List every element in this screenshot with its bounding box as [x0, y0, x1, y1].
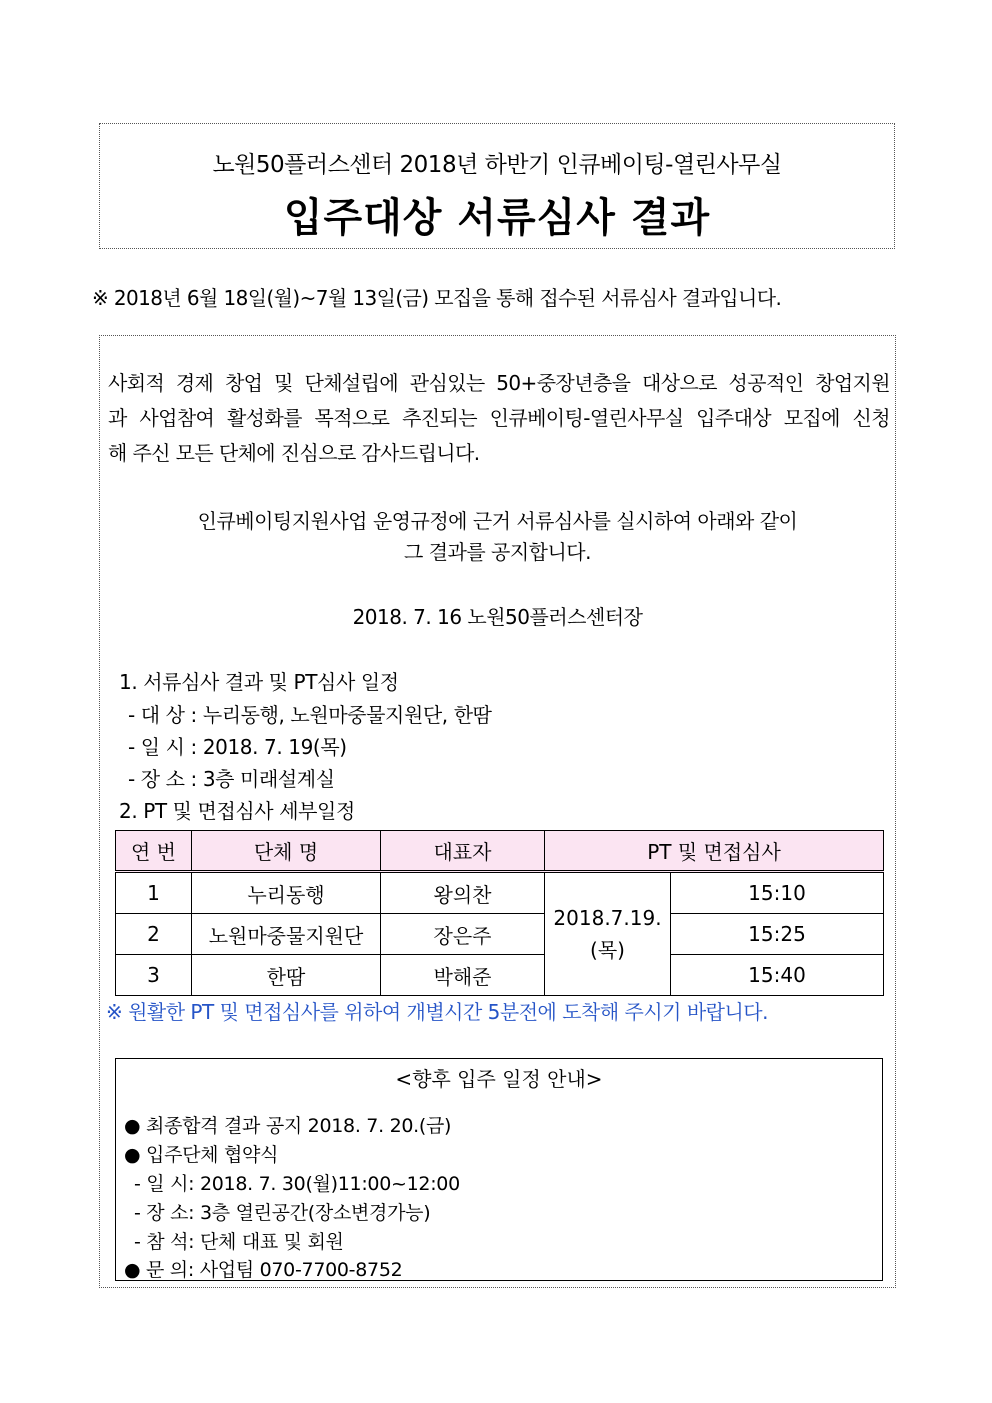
cell-rep: 박해준 [381, 955, 545, 996]
schedule-table [115, 830, 884, 996]
notice-blue: ※ 원활한 PT 및 면접심사를 위하여 개별시간 5분전에 도착해 주시기 바랍니다. [106, 1000, 768, 1024]
header-rep: 대표자 [381, 831, 545, 872]
intro-line-1: 사회적 경제 창업 및 단체설립에 관심있는 50+중장년층을 대상으로 성공적인 창업지원 [108, 371, 890, 395]
intro-line-2: 과 사업참여 활성화를 목적으로 추진되는 인큐베이팅-열린사무실 입주대상 모집에 신청 [108, 406, 890, 430]
section1-date: - 일 시 : 2018. 7. 19(목) [128, 735, 347, 759]
agreement-place-line: - 장 소: 3층 열린공간(장소변경가능) [134, 1202, 431, 1224]
future-schedule-box [115, 1058, 883, 1281]
final-result-line: ● 최종합격 결과 공지 2018. 7. 20.(금) [124, 1115, 452, 1137]
contact-line: ● 문 의: 사업팀 070-7700-8752 [124, 1259, 403, 1281]
cell-rep: 장은주 [381, 914, 545, 955]
cell-no: 3 [116, 955, 192, 996]
cell-time: 15:40 [671, 955, 884, 996]
cell-rep: 왕의찬 [381, 872, 545, 914]
shared-date-line1: 2018.7.19. [553, 906, 662, 930]
section1-target: - 대 상 : 누리동행, 노원마중물지원단, 한땀 [128, 703, 492, 727]
cell-time: 15:10 [671, 872, 884, 914]
signature-line: 2018. 7. 16 노원50플러스센터장 [352, 605, 643, 629]
cell-no: 2 [116, 914, 192, 955]
section2-heading: 2. PT 및 면접심사 세부일정 [119, 799, 355, 823]
table-row [116, 872, 884, 914]
intro-line-3: 해 주신 모든 단체에 진심으로 감사드립니다. [108, 441, 480, 465]
document-title: 입주대상 서류심사 결과 [283, 195, 711, 241]
intro-paragraph [108, 366, 890, 471]
agreement-line: ● 입주단체 협약식 [124, 1144, 279, 1166]
notice-top: ※ 2018년 6월 18일(월)~7월 13일(금) 모집을 통해 접수된 서류심사 결과입니다. [92, 286, 782, 310]
cell-time: 15:25 [671, 914, 884, 955]
section1-place: - 장 소 : 3층 미래설계실 [128, 767, 335, 791]
header-no: 연 번 [116, 831, 192, 872]
document-subtitle: 노원50플러스센터 2018년 하반기 인큐베이팅-열린사무실 [212, 152, 782, 178]
header-pt: PT 및 면접심사 [545, 831, 884, 872]
agreement-attend-line: - 참 석: 단체 대표 및 회원 [134, 1231, 344, 1253]
table-row [116, 914, 884, 955]
cell-no: 1 [116, 872, 192, 914]
announce-line-2: 그 결과를 공지합니다. [404, 540, 591, 564]
shared-date-line2: (목) [590, 938, 625, 962]
future-schedule-title: <향후 입주 일정 안내> [395, 1067, 603, 1091]
cell-org: 누리동행 [192, 872, 381, 914]
section1-heading: 1. 서류심사 결과 및 PT심사 일정 [119, 670, 399, 694]
table-row [116, 955, 884, 996]
header-org: 단체 명 [192, 831, 381, 872]
title-box [99, 123, 895, 249]
agreement-date-line: - 일 시: 2018. 7. 30(월)11:00~12:00 [134, 1173, 460, 1195]
cell-shared-date [545, 872, 671, 996]
cell-org: 한땀 [192, 955, 381, 996]
table-header-row [116, 831, 884, 872]
cell-org: 노원마중물지원단 [192, 914, 381, 955]
announce-line-1: 인큐베이팅지원사업 운영규정에 근거 서류심사를 실시하여 아래와 같이 [197, 509, 798, 533]
